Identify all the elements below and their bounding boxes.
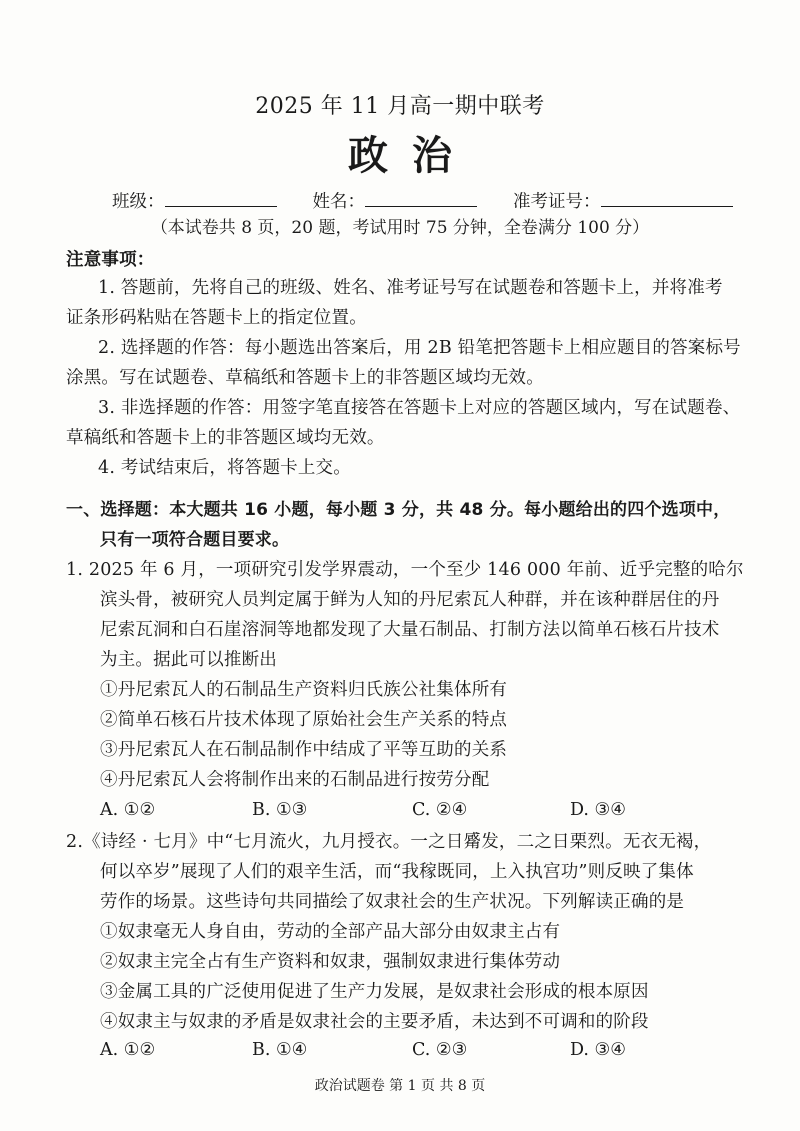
subject-char: 治 bbox=[412, 133, 452, 179]
question-item: ③丹尼索瓦人在石制品制作中结成了平等互助的关系 bbox=[100, 740, 508, 760]
question-item: ④奴隶主与奴隶的矛盾是奴隶社会的主要矛盾，未达到不可调和的阶段 bbox=[100, 1012, 649, 1032]
subject-char: 政 bbox=[348, 133, 388, 179]
option-a[interactable]: A. ①② bbox=[100, 1040, 156, 1060]
class-label: 班级： bbox=[112, 192, 165, 212]
name-blank bbox=[365, 188, 477, 207]
option-d[interactable]: D. ③④ bbox=[570, 1040, 626, 1060]
notice-line: 4. 考试结束后，将答题卡上交。 bbox=[98, 458, 351, 478]
question-stem: 劳作的场景。这些诗句共同描绘了奴隶社会的生产状况。下列解读正确的是 bbox=[100, 892, 685, 912]
question-item: ①奴隶毫无人身自由，劳动的全部产品大部分由奴隶主占有 bbox=[100, 922, 561, 942]
exam-title: 2025 年 11 月高一期中联考 bbox=[255, 94, 545, 119]
question-stem: 何以卒岁”展现了人们的艰辛生活，而“我稼既同，上入执宫功”则反映了集体 bbox=[100, 862, 694, 882]
section-heading: 一、选择题：本大题共 16 小题，每小题 3 分，共 48 分。每小题给出的四个选项中， bbox=[66, 500, 731, 520]
notice-line: 证条形码粘贴在答题卡上的指定位置。 bbox=[66, 308, 367, 328]
question-item: ①丹尼索瓦人的石制品生产资料归氏族公社集体所有 bbox=[100, 680, 508, 700]
student-info-fields bbox=[112, 188, 733, 215]
notice-title: 注意事项： bbox=[66, 250, 155, 270]
exam-info: （本试卷共 8 页，20 题，考试用时 75 分钟，全卷满分 100 分） bbox=[150, 218, 650, 238]
section-heading: 只有一项符合题目要求。 bbox=[100, 530, 290, 550]
option-b[interactable]: B. ①③ bbox=[252, 800, 308, 820]
option-c[interactable]: C. ②③ bbox=[412, 1040, 468, 1060]
notice-line: 3. 非选择题的作答：用签字笔直接答在答题卡上对应的答题区域内，写在试题卷、 bbox=[98, 398, 741, 418]
answer-options bbox=[100, 798, 660, 822]
class-blank bbox=[165, 188, 277, 207]
page-footer: 政治试题卷 第 1 页 共 8 页 bbox=[314, 1078, 486, 1094]
question-item: ④丹尼索瓦人会将制作出来的石制品进行按劳分配 bbox=[100, 770, 490, 790]
option-d[interactable]: D. ③④ bbox=[570, 800, 626, 820]
option-b[interactable]: B. ①④ bbox=[252, 1040, 308, 1060]
notice-line: 1. 答题前，先将自己的班级、姓名、准考证号写在试题卷和答题卡上，并将准考 bbox=[98, 278, 723, 298]
answer-options bbox=[100, 1038, 660, 1062]
question-item: ②奴隶主完全占有生产资料和奴隶，强制奴隶进行集体劳动 bbox=[100, 952, 561, 972]
question-stem: 滨头骨，被研究人员判定属于鲜为人知的丹尼索瓦人种群，并在该种群居住的丹 bbox=[100, 590, 720, 610]
question-stem: 尼索瓦洞和白石崖溶洞等地都发现了大量石制品、打制方法以简单石核石片技术 bbox=[100, 620, 720, 640]
notice-line: 涂黑。写在试题卷、草稿纸和答题卡上的非答题区域均无效。 bbox=[66, 368, 544, 388]
subject-title bbox=[0, 130, 800, 182]
question-stem: 1. 2025 年 6 月，一项研究引发学界震动，一个至少 146 000 年前、近乎完整的哈尔 bbox=[66, 560, 744, 580]
question-item: ②简单石核石片技术体现了原始社会生产关系的特点 bbox=[100, 710, 508, 730]
notice-line: 2. 选择题的作答：每小题选出答案后，用 2B 铅笔把答题卡上相应题目的答案标号 bbox=[98, 338, 741, 358]
question-stem: 为主。据此可以推断出 bbox=[100, 650, 277, 670]
question-item: ③金属工具的广泛使用促进了生产力发展，是奴隶社会形成的根本原因 bbox=[100, 982, 649, 1002]
name-label: 姓名： bbox=[312, 192, 365, 212]
id-blank bbox=[601, 188, 733, 207]
notice-line: 草稿纸和答题卡上的非答题区域均无效。 bbox=[66, 428, 385, 448]
id-label: 准考证号： bbox=[513, 192, 601, 212]
option-c[interactable]: C. ②④ bbox=[412, 800, 468, 820]
option-a[interactable]: A. ①② bbox=[100, 800, 156, 820]
question-stem: 2.《诗经 · 七月》中“七月流火，九月授衣。一之日觱发，二之日栗烈。无衣无褐， bbox=[66, 832, 712, 852]
